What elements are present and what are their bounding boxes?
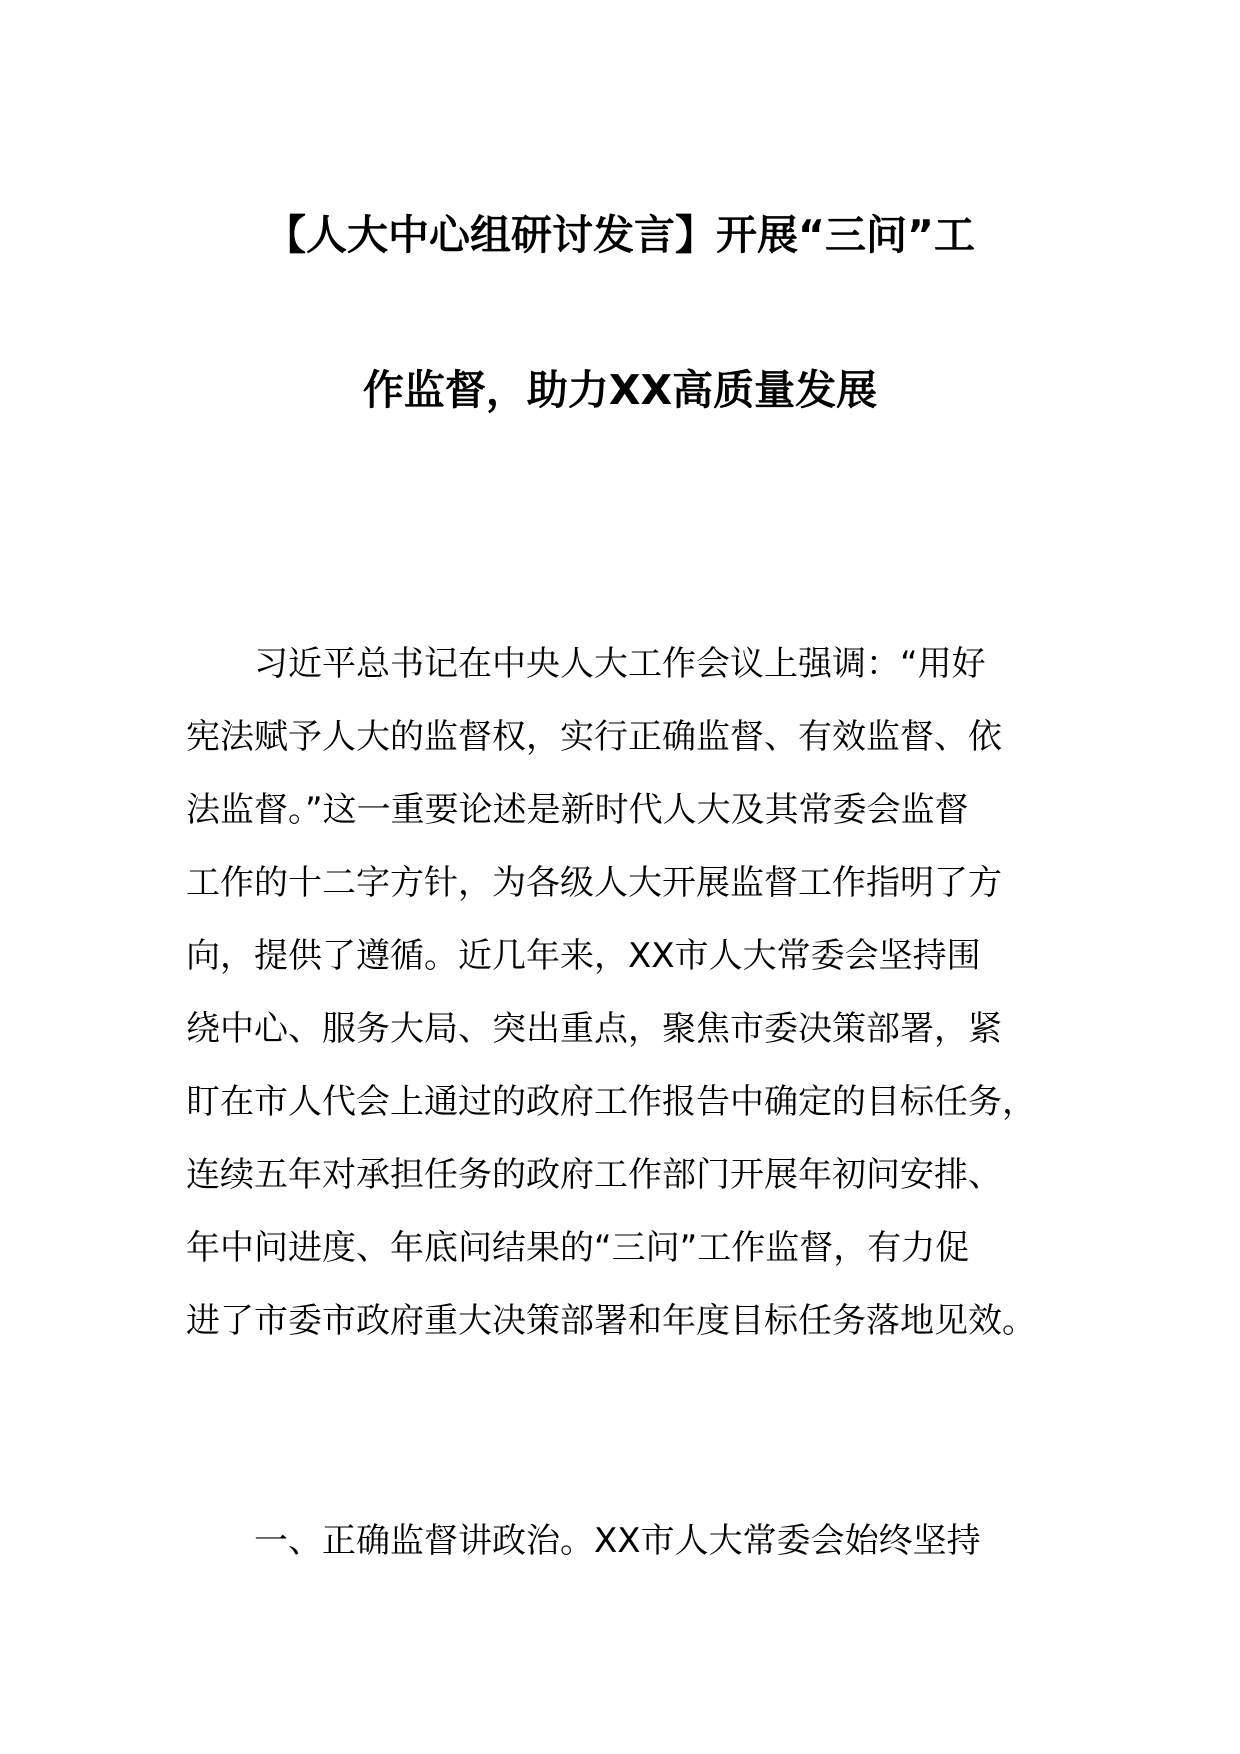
section-one-paragraph bbox=[186, 1505, 1086, 1578]
intro-paragraph bbox=[186, 628, 1086, 1358]
paragraph-line: 进了市委市政府重大决策部署和年度目标任务落地见效。 bbox=[186, 1301, 1036, 1341]
paragraph-line: 一、正确监督讲政治。XX市人大常委会始终坚持 bbox=[186, 1521, 981, 1561]
paragraph-line: 宪法赋予人大的监督权，实行正确监督、有效监督、依 bbox=[186, 717, 1002, 757]
paragraph-line: 习近平总书记在中央人大工作会议上强调：“用好 bbox=[186, 644, 986, 684]
paragraph-line: 年中问进度、年底问结果的“三问”工作监督，有力促 bbox=[186, 1228, 970, 1268]
paragraph-line: 连续五年对承担任务的政府工作部门开展年初问安排、 bbox=[186, 1155, 1002, 1195]
paragraph-line: 工作的十二字方针，为各级人大开展监督工作指明了方 bbox=[186, 863, 1002, 903]
document-title-line-2: 作监督，助力XX高质量发展 bbox=[362, 366, 878, 414]
paragraph-line: 绕中心、服务大局、突出重点，聚焦市委决策部署，紧 bbox=[186, 1009, 1002, 1049]
paragraph-line: 盯在市人代会上通过的政府工作报告中确定的目标任务， bbox=[186, 1082, 1036, 1122]
paragraph-line: 向，提供了遵循。近几年来，XX市人大常委会坚持围 bbox=[186, 936, 981, 976]
document-title-line-1: 【人大中心组研讨发言】开展“三问”工 bbox=[265, 211, 975, 259]
paragraph-line: 法监督。”这一重要论述是新时代人大及其常委会监督 bbox=[186, 790, 969, 830]
